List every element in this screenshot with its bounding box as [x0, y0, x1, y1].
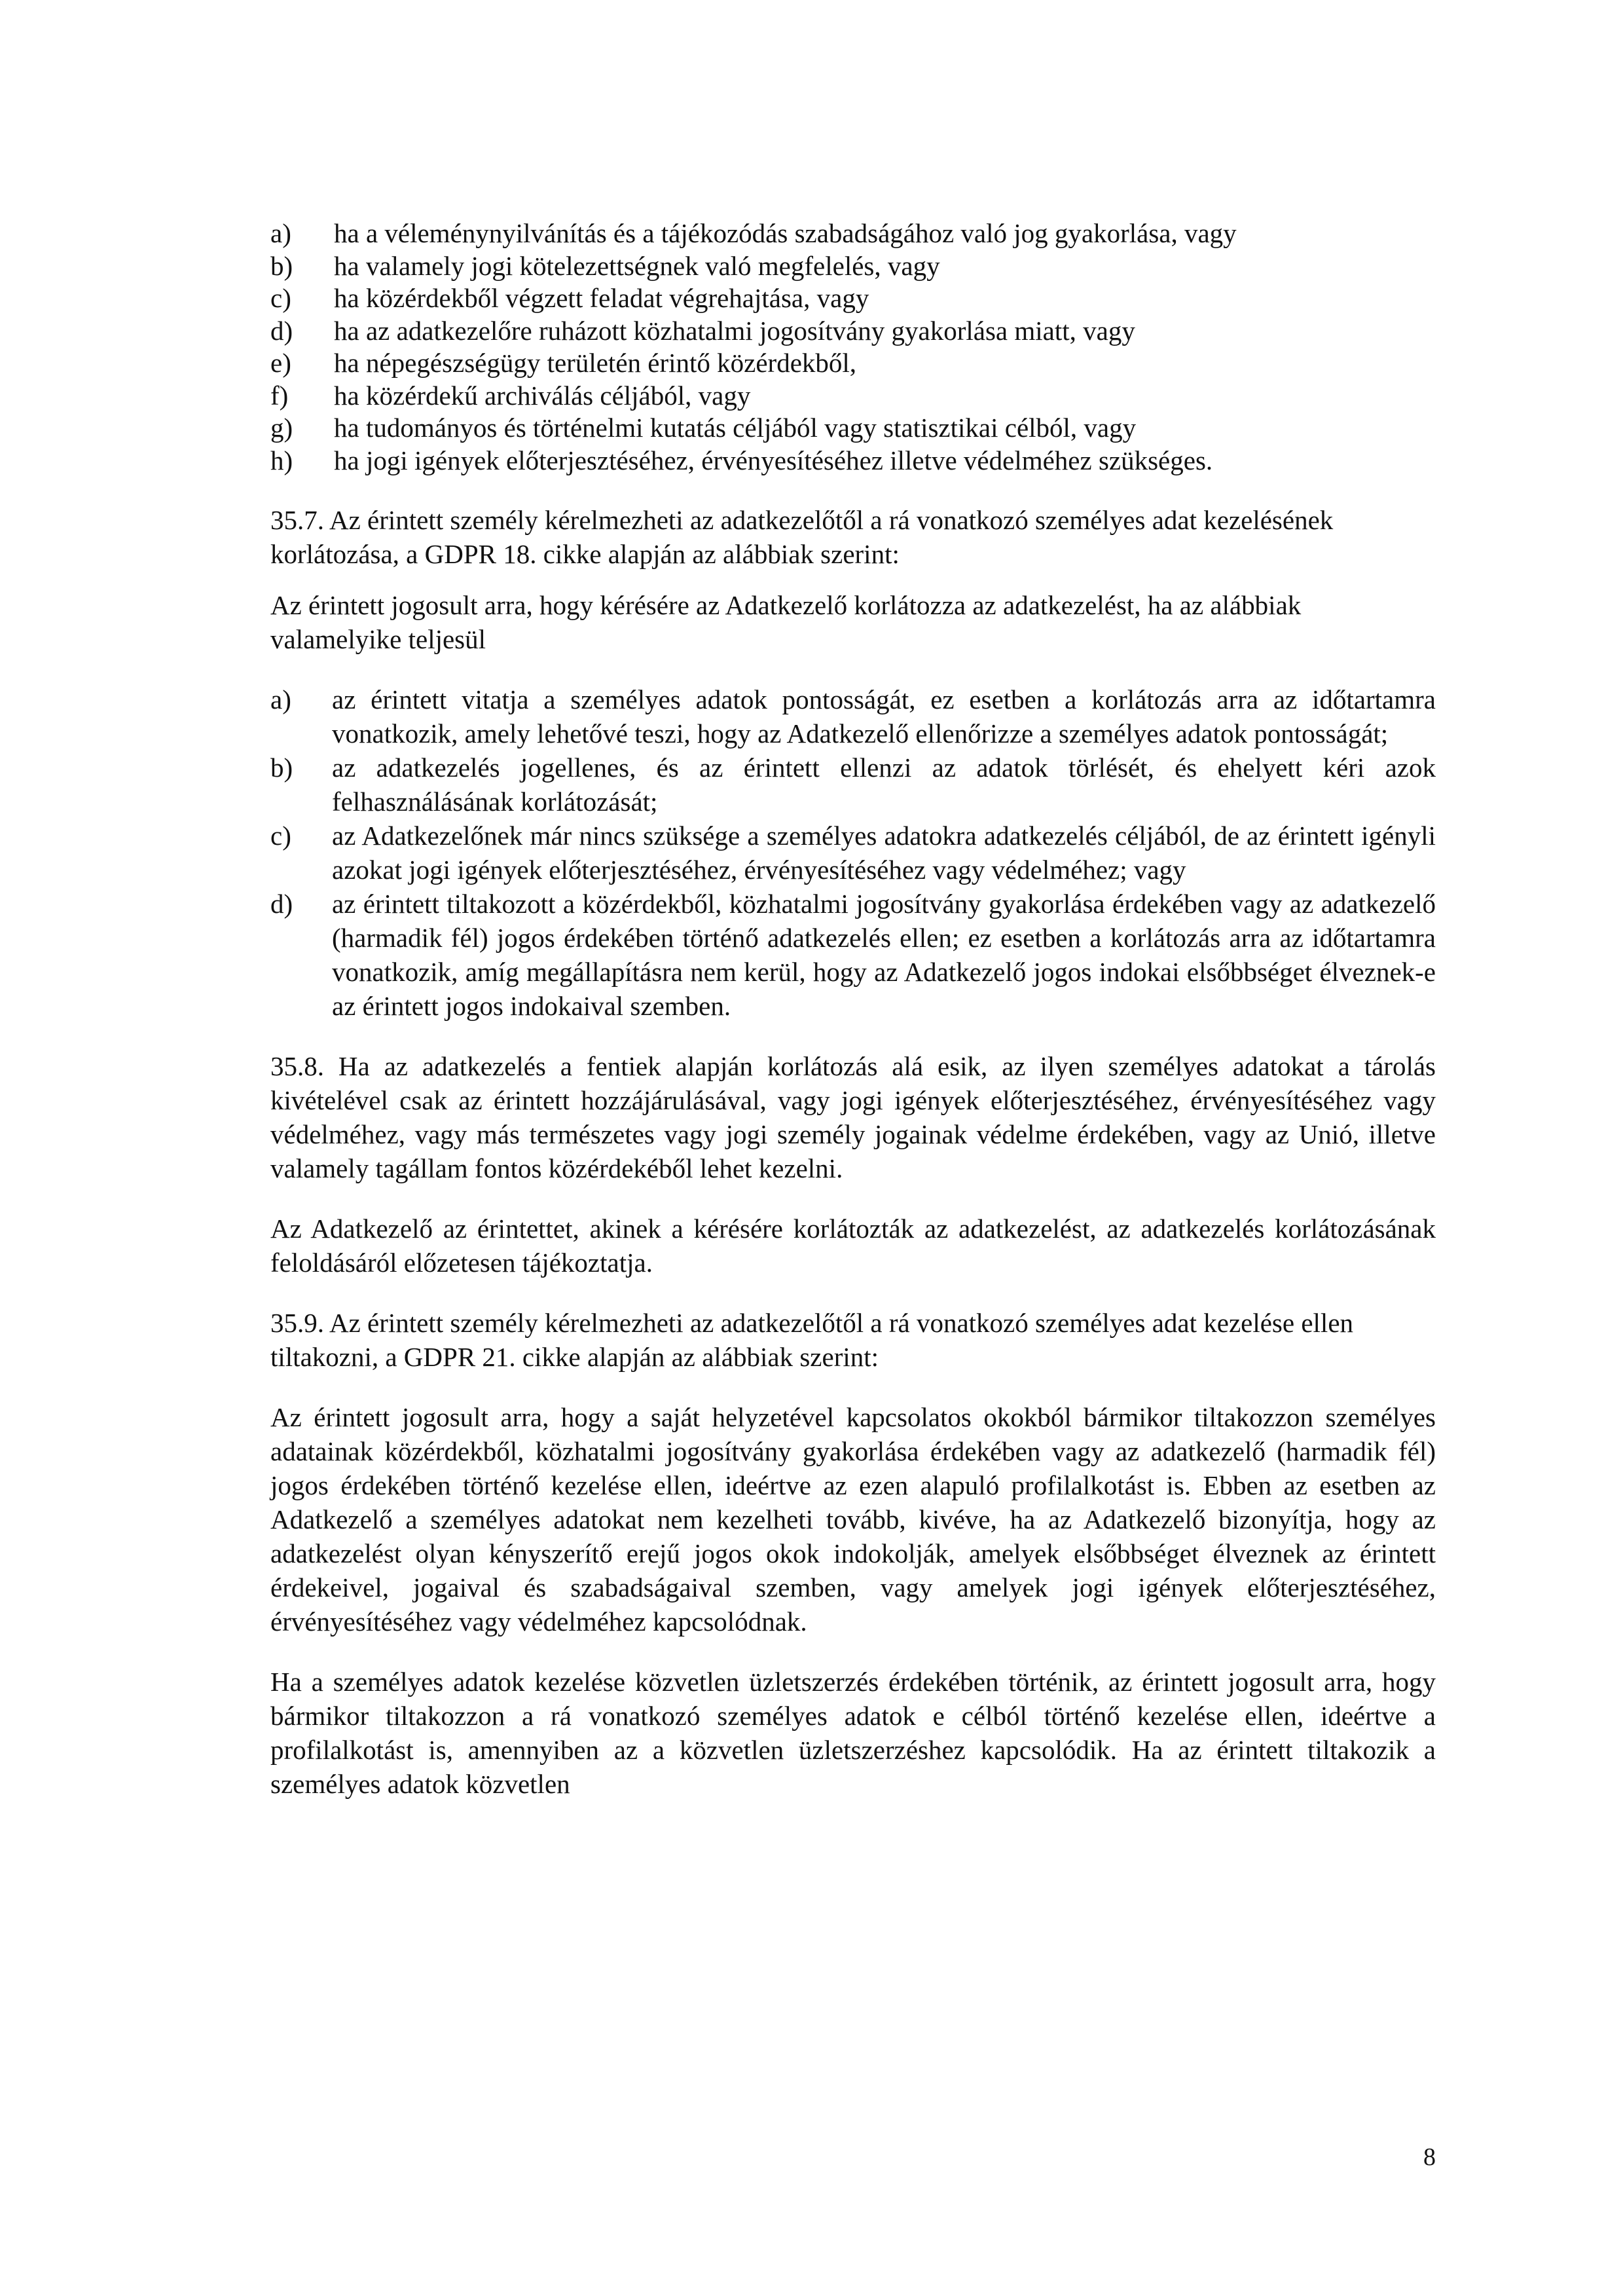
list-marker: c) [270, 283, 291, 313]
list-marker: d) [270, 315, 293, 346]
list-item [270, 315, 1436, 348]
section-35-9-paragraph-2: Ha a személyes adatok kezelése közvetlen üzletszerzés érdekében történik, az érintett jogosult arra, hogy bármikor tiltakozzon a rá vonatkozó személyes adatok e célból történő kezelése ellen, ideértve a profilalkotást is, amennyiben az a közvetlen üzletszerzéshez kapcsolódik. Ha az érintett tiltakozik a személyes adatok közvetlen [270, 1667, 1436, 1799]
spacer [270, 477, 1436, 503]
list-item [270, 445, 1436, 477]
spacer [270, 1374, 1436, 1400]
list-item [270, 819, 1436, 887]
section-35-7-intro: Az érintett jogosult arra, hogy kérésére az Adatkezelő korlátozza az adatkezelést, ha az alábbiak valamelyike teljesül [270, 590, 1302, 654]
page-content [270, 217, 1436, 1801]
list-marker: f) [270, 380, 289, 411]
list-item-text: ha valamely jogi kötelezettségnek való megfelelés, vagy [334, 250, 940, 281]
list-item [270, 347, 1436, 380]
list-marker: b) [270, 752, 293, 783]
list-item-text: az érintett vitatja a személyes adatok pontosságát, ez esetben a korlátozás arra az időtartamra vonatkozik, amely lehetővé teszi, hogy az Adatkezelő ellenőrizze a személyes adatok pontosságát; [332, 684, 1436, 749]
list-item-text: az Adatkezelőnek már nincs szüksége a személyes adatokra adatkezelés céljából, de az érintett igényli azokat jogi igények előterjesztéséhez, érvényesítéséhez vagy védelméhez; vagy [332, 821, 1436, 885]
section-35-8-followup: Az Adatkezelő az érintettet, akinek a kérésére korlátozták az adatkezelést, az adatkezelés korlátozásának feloldásáról előzetesen tájékoztatja. [270, 1213, 1436, 1278]
list-marker: b) [270, 250, 293, 281]
list-marker: g) [270, 413, 293, 443]
list-item-text: ha tudományos és történelmi kutatás céljából vagy statisztikai célból, vagy [334, 413, 1137, 443]
restriction-conditions-list [270, 682, 1436, 1023]
list-marker: a) [270, 218, 291, 248]
list-marker: c) [270, 821, 291, 851]
list-item [270, 217, 1436, 250]
section-35-9-paragraph-1: Az érintett jogosult arra, hogy a saját helyzetével kapcsolatos okokból bármikor tiltakozzon személyes adatainak közérdekből, közhatalmi jogosítvány gyakorlása érdekében vagy az adatkezelő (harmadik fél) jogos érdekében történő kezelése ellen, ideértve az ezen alapuló profilalkotást is. Ebben az esetben az Adatkezelő a személyes adatokat nem kezelheti tovább, kivéve, ha az Adatkezelő bizonyítja, hogy az adatkezelést olyan kényszerítő erejű jogos okok indokolják, amelyek elsőbbséget élveznek az érintett érdekeivel, jogaival és szabadságaival szemben, vagy amelyek jogi igények előterjesztéséhez, érvényesítéséhez vagy védelméhez kapcsolódnak. [270, 1402, 1436, 1637]
spacer [270, 1185, 1436, 1212]
list-marker: a) [270, 684, 291, 714]
section-35-8-paragraph: 35.8. Ha az adatkezelés a fentiek alapján korlátozás alá esik, az ilyen személyes adatokat a tárolás kivételével csak az érintett hozzájárulásával, vagy jogi igények előterjesztéséhez, érvényesítéséhez vagy védelméhez, vagy más természetes vagy jogi személy jogainak védelme érdekében, vagy az Unió, illetve valamely tagállam fontos közérdekéből lehet kezelni. [270, 1051, 1436, 1183]
list-marker: d) [270, 889, 293, 919]
list-item-text: ha közérdekből végzett feladat végrehajtása, vagy [334, 283, 869, 313]
list-item-text: az érintett tiltakozott a közérdekből, közhatalmi jogosítvány gyakorlása érdekében vagy az adatkezelő (harmadik fél) jogos érdekében történő adatkezelés ellen; ez esetben a korlátozás arra az időtartamra vonatkozik, amíg megállapításra nem kerül, hogy az Adatkezelő jogos indokai elsőbbséget élveznek-e az érintett jogos indokaival szemben. [332, 889, 1436, 1021]
list-item-text: az adatkezelés jogellenes, és az érintett ellenzi az adatok törlését, és ehelyett kéri azok felhasználásának korlátozását; [332, 752, 1436, 817]
section-35-9-heading: 35.9. Az érintett személy kérelmezheti az adatkezelőtől a rá vonatkozó személyes adat kezelése ellen tiltakozni, a GDPR 21. cikke alapján az alábbiak szerint: [270, 1308, 1354, 1372]
section-35-7-heading: 35.7. Az érintett személy kérelmezheti az adatkezelőtől a rá vonatkozó személyes adat kezelésének korlátozása, a GDPR 18. cikke alapján az alábbiak szerint: [270, 505, 1334, 569]
list-item [270, 887, 1436, 1023]
list-item-text: ha az adatkezelőre ruházott közhatalmi jogosítvány gyakorlása miatt, vagy [334, 315, 1135, 346]
list-item [270, 250, 1436, 283]
spacer [270, 1023, 1436, 1049]
spacer [270, 1280, 1436, 1306]
list-item-text: ha népegészségügy területén érintő közérdekből, [334, 348, 857, 378]
list-item-text: ha jogi igények előterjesztéséhez, érvényesítéséhez illetve védelméhez szükséges. [334, 445, 1213, 475]
reasons-list [270, 217, 1436, 477]
list-item [270, 682, 1436, 750]
spacer [270, 656, 1436, 682]
page-number: 8 [1423, 2143, 1436, 2171]
spacer [270, 571, 1436, 588]
spacer [270, 1639, 1436, 1665]
list-item [270, 380, 1436, 413]
list-item [270, 282, 1436, 315]
list-item [270, 750, 1436, 819]
list-item-text: ha közérdekű archiválás céljából, vagy [334, 380, 751, 411]
list-item-text: ha a véleménynyilvánítás és a tájékozódás szabadságához való jog gyakorlása, vagy [334, 218, 1237, 248]
list-marker: e) [270, 348, 291, 378]
list-item [270, 412, 1436, 445]
list-marker: h) [270, 445, 293, 475]
